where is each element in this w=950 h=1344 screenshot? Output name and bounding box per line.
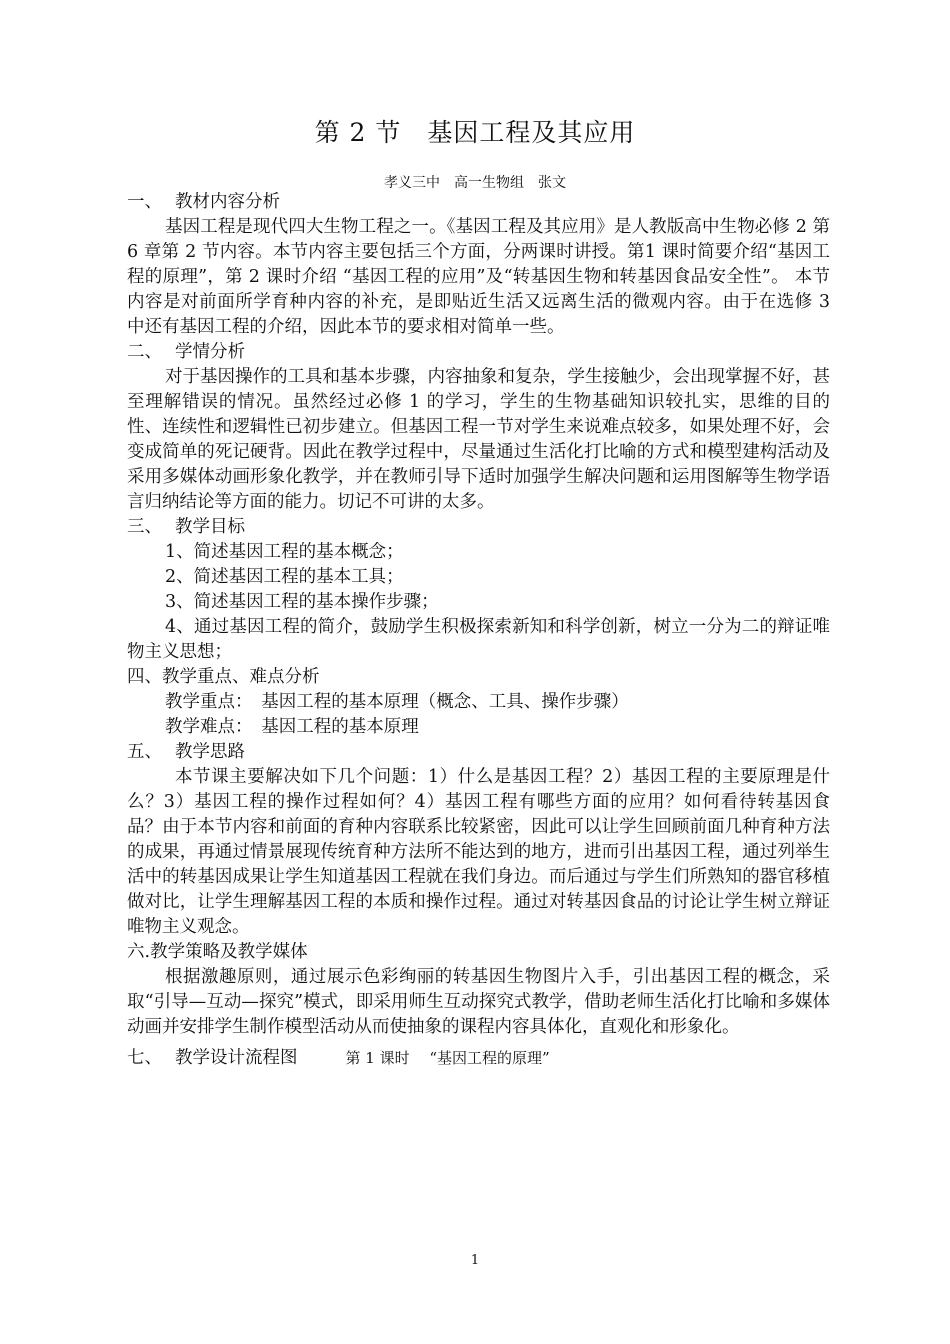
section-title: 教学重点、难点分析 [162,667,320,687]
section-number: 七、 [127,1048,162,1068]
list-item: 2、简述基因工程的基本工具； [165,567,404,587]
section-number: 五、 [127,742,162,762]
section-number: 四、 [127,667,162,687]
section-paragraph: 对于基因操作的工具和基本步骤，内容抽象和复杂，学生接触少，会出现掌握不好，甚至理解错误的情况。虽然经过必修 1 的学习，学生的生物基础知识较扎实，思维的目的性、连续性和逻辑性已初步建立。但基因工程一节对学生来说难点较多，如果处理不好，会变成简单的死记硬背。因此在教学过程中，尽量通过生活化打比喻的方式和模型建构活动及采用多媒体动画形象化教学，并在教师引导下适时加强学生解决问题和运用图解等生物学语言归纳结论等方面的能力。切记不可讲的太多。 [127,367,830,512]
section-title: 教学思路 [175,742,245,762]
section-number: 一、 [127,192,162,212]
section-number: 二、 [127,342,162,362]
section-number: 六. [127,942,151,962]
section-title: 学情分析 [175,342,245,362]
section-heading [127,740,830,765]
list-item: 4、通过基因工程的简介，鼓励学生积极探索新知和科学创新，树立一分为二的辩证唯物主义思想； [127,617,830,662]
section-paragraph: 本节课主要解决如下几个问题：1）什么是基因工程？2）基因工程的主要原理是什么？3）基因工程的操作过程如何？4）基因工程有哪些方面的应用？如何看待转基因食品？由于本节内容和前面的育种内容联系比较紧密，因此可以让学生回顾前面几种育种方法的成果，再通过情景展现传统育种方法所不能达到的地方，进而引出基因工程，通过列举生活中的转基因成果让学生知道基因工程就在我们身边。而后通过与学生们所熟知的器官移植做对比，让学生理解基因工程的本质和操作过程。通过对转基因食品的讨论让学生树立辩证唯物主义观念。 [127,767,830,937]
section-heading [127,1046,830,1071]
lesson-label: 第 1 课时 “基因工程的原理” [345,1049,550,1067]
section-title: 教学策略及教学媒体 [150,942,308,962]
section-title: 教学设计流程图 [175,1048,298,1068]
section-heading [127,940,830,965]
section-paragraph: 根据激趣原则，通过展示色彩绚丽的转基因生物图片入手，引出基因工程的概念，采取“引导—互动—探究”模式，即采用师生互动探究式教学，借助老师生活化打比喻和多媒体动画并安排学生制作模型活动从而使抽象的课程内容具体化，直观化和形象化。 [127,967,830,1037]
list-item: 1、简述基因工程的基本概念； [165,542,404,562]
document-body [127,190,830,1071]
difficulty-point: 教学难点： 基因工程的基本原理 [165,717,419,737]
page-number: 1 [470,1253,480,1268]
section-heading [127,665,830,690]
author-line: 孝义三中 高一生物组 张文 [384,175,566,191]
list-item: 3、简述基因工程的基本操作步骤； [165,592,439,612]
page-title: 第 2 节 基因工程及其应用 [314,118,636,147]
section-title: 教材内容分析 [175,192,280,212]
section-paragraph: 基因工程是现代四大生物工程之一。《基因工程及其应用》是人教版高中生物必修 2 第 6 章第 2 节内容。本节内容主要包括三个方面，分两课时讲授。第1 课时简要介绍“基因工程的原理”，第 2 课时介绍 “基因工程的应用”及“转基因生物和转基因食品安全性”。 本节内容是对前面所学育种内容的补充，是即贴近生活又远离生活的微观内容。由于在选修 3 中还有基因工程的介绍，因此本节的要求相对简单一些。 [127,217,830,337]
section-title: 教学目标 [175,517,245,537]
key-point: 教学重点： 基因工程的基本原理（概念、工具、操作步骤） [165,692,629,712]
section-heading [127,515,830,540]
section-heading [127,340,830,365]
section-heading [127,190,830,215]
section-number: 三、 [127,517,162,537]
